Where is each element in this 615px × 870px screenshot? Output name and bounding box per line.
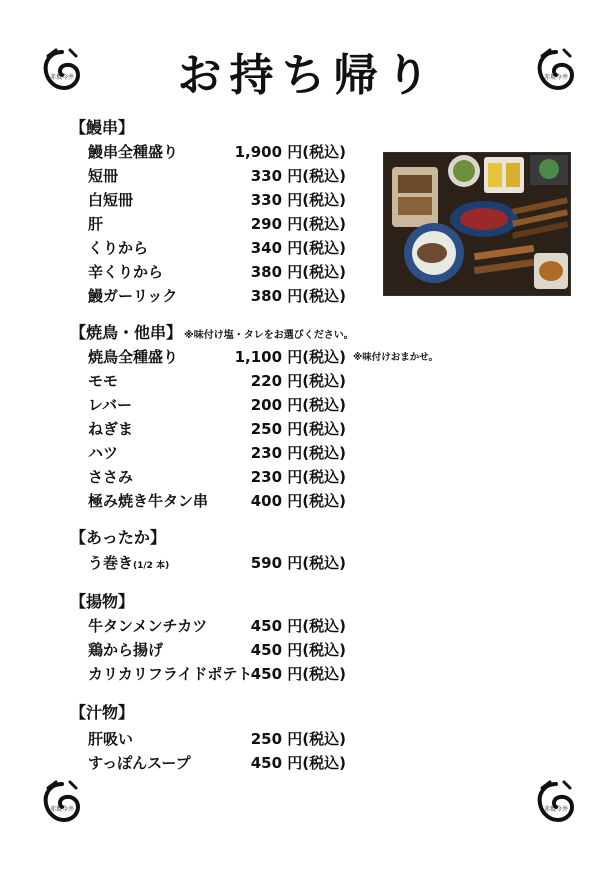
menu-item-price: 290 円(税込) [250,215,346,233]
menu-item-name-main: う巻き [88,554,134,572]
menu-item-name: 鶏から揚げ [88,641,164,659]
menu-item-price: 1,100 円(税込) [234,348,346,366]
menu-item-name: 牛タンメンチカツ [88,617,208,635]
menu-item-price: 250 円(税込) [250,730,346,748]
svg-text:赤坂今井: 赤坂今井 [49,74,75,81]
menu-item-name: 鰻串全種盛り [88,143,179,161]
section-header-agemono: 【揚物】 [70,592,135,611]
menu-item-price: 400 円(税込) [250,492,346,510]
svg-text:赤坂今井: 赤坂今井 [543,74,569,81]
section-header-unagi: 【鰻串】 [70,118,135,137]
brand-logo-bottom-right [532,778,580,830]
menu-item-price: 220 円(税込) [250,372,346,390]
page-title: お持ち帰り [177,50,438,101]
menu-item-price: 450 円(税込) [250,617,346,635]
menu-item-name: モモ [88,372,119,390]
menu-item-price: 250 円(税込) [250,420,346,438]
menu-item-price: 380 円(税込) [250,287,346,305]
menu-item-price: 450 円(税込) [250,641,346,659]
section-header-attaka: 【あったか】 [70,528,166,547]
menu-item-name: 極み焼き牛タン串 [88,492,209,510]
menu-item-name: カリカリフライドポテト [88,665,253,683]
section-header-note: ※味付け塩・タレをお選びください。 [184,330,354,341]
menu-item-name: すっぽんスープ [88,754,191,772]
menu-item-name: ハツ [88,444,119,462]
menu-item-name: 鰻ガーリック [88,287,178,305]
menu-item-price: 450 円(税込) [250,665,346,683]
menu-item-price: 200 円(税込) [250,396,346,414]
menu-item-price: 330 円(税込) [250,191,346,209]
menu-item-name: 焼鳥全種盛り [88,348,179,366]
section-header-yakitori [70,323,354,346]
menu-item-name-small: (1/2 本) [133,561,170,571]
menu-item-name: レバー [88,396,132,414]
menu-item-note: ※味付けおまかせ。 [353,352,438,363]
menu-item-name: ささみ [88,468,134,486]
menu-item-price: 230 円(税込) [250,468,346,486]
svg-text:赤坂今井: 赤坂今井 [49,806,75,813]
food-photo [383,152,571,296]
menu-item-name: 辛くりから [88,263,164,281]
menu-item-price: 450 円(税込) [250,754,346,772]
menu-item-name: 肝吸い [88,730,134,748]
menu-item-price: 330 円(税込) [250,167,346,185]
section-header-yakitori-label: 【焼鳥・他串】 [70,323,183,342]
menu-item-name: 白短冊 [88,191,134,209]
brand-logo-bottom-left [38,778,86,830]
menu-item-name: 肝 [88,215,104,233]
menu-item-name [88,552,169,577]
menu-item-price: 1,900 円(税込) [234,143,346,161]
menu-item-price: 340 円(税込) [250,239,346,257]
svg-text:赤坂今井: 赤坂今井 [543,806,569,813]
menu-item-name: 短冊 [88,167,119,185]
section-header-shirumono: 【汁物】 [70,703,135,722]
menu-item-name: ねぎま [88,420,134,438]
menu-item-name: くりから [88,239,149,257]
menu-item-price: 380 円(税込) [250,263,346,281]
menu-item-price: 230 円(税込) [250,444,346,462]
menu-item-price: 590 円(税込) [250,554,346,572]
